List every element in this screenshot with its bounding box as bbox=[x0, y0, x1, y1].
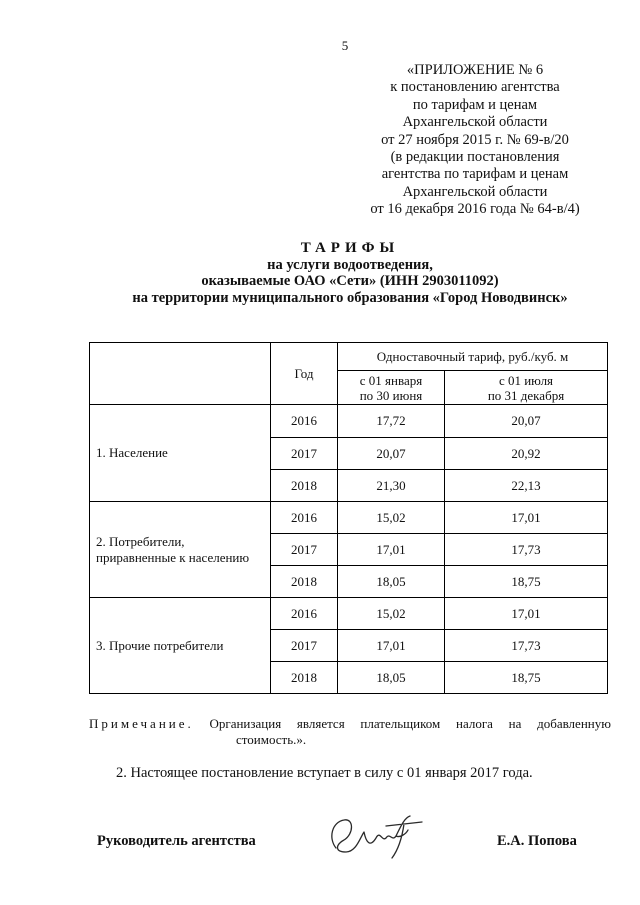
title-line: на территории муниципального образования «Город Новодвинск» bbox=[132, 289, 568, 306]
tariff-cell: 20,07 bbox=[445, 405, 608, 438]
category-label: 1. Население bbox=[96, 445, 168, 460]
tariff-cell: 17,01 bbox=[445, 502, 608, 534]
table-header-row bbox=[90, 343, 608, 371]
appendix-header bbox=[330, 62, 620, 219]
tariff-cell: 20,92 bbox=[445, 438, 608, 470]
title-line: на услуги водоотведения, bbox=[267, 256, 433, 273]
signer-title: Руководитель агентства bbox=[97, 833, 256, 849]
appendix-line: Архангельской области bbox=[402, 114, 548, 131]
table-row bbox=[90, 502, 608, 534]
tariff-table bbox=[89, 342, 608, 694]
tariff-cell: 18,75 bbox=[445, 566, 608, 598]
table-row bbox=[90, 598, 608, 630]
year-cell: 2018 bbox=[271, 662, 338, 694]
header-year: Год bbox=[271, 343, 338, 405]
tariff-cell: 18,75 bbox=[445, 662, 608, 694]
note-word: налога bbox=[455, 716, 493, 731]
appendix-line: агентства по тарифам и ценам bbox=[381, 166, 569, 183]
appendix-line: по тарифам и ценам bbox=[412, 96, 538, 113]
tariff-cell: 15,02 bbox=[338, 502, 445, 534]
title-line: оказываемые ОАО «Сети» (ИНН 2903011092) bbox=[201, 273, 499, 290]
header-period-2 bbox=[445, 371, 608, 405]
category-label: 3. Прочие потребители bbox=[96, 637, 224, 653]
note-word: плательщиком bbox=[360, 716, 441, 731]
page-number: 5 bbox=[341, 38, 349, 53]
period-line: с 01 июля bbox=[498, 372, 554, 388]
tariff-cell: 18,05 bbox=[338, 566, 445, 598]
tariff-cell: 17,73 bbox=[445, 534, 608, 566]
header-category-cell bbox=[90, 343, 271, 405]
appendix-line: от 27 ноября 2015 г. № 69-в/20 bbox=[381, 131, 569, 148]
year-cell: 2016 bbox=[271, 598, 338, 630]
year-cell: 2018 bbox=[271, 470, 338, 502]
note bbox=[89, 716, 611, 748]
tariff-cell: 17,01 bbox=[445, 598, 608, 630]
table-row bbox=[90, 405, 608, 438]
year-cell: 2017 bbox=[271, 438, 338, 470]
tariff-cell: 22,13 bbox=[445, 470, 608, 502]
tariff-cell: 17,01 bbox=[338, 534, 445, 566]
appendix-line: Архангельской области bbox=[402, 183, 548, 200]
appendix-line: к постановлению агентства bbox=[390, 79, 560, 96]
title-heading: ТАРИФЫ bbox=[300, 240, 400, 256]
category-cell bbox=[90, 598, 271, 694]
period-line: по 31 декабря bbox=[487, 387, 565, 403]
document-title bbox=[60, 240, 640, 306]
appendix-line: (в редакции постановления bbox=[390, 149, 560, 166]
tariff-cell: 17,73 bbox=[445, 630, 608, 662]
tariff-cell: 17,72 bbox=[338, 405, 445, 438]
year-cell: 2018 bbox=[271, 566, 338, 598]
period-line: по 30 июня bbox=[359, 387, 423, 403]
year-cell: 2016 bbox=[271, 502, 338, 534]
category-label: 2. Потребители, bbox=[96, 533, 185, 549]
note-label: Примечание. bbox=[89, 716, 194, 731]
tariff-cell: 17,01 bbox=[338, 630, 445, 662]
year-cell: 2017 bbox=[271, 630, 338, 662]
signature-image bbox=[326, 808, 426, 860]
tariff-cell: 20,07 bbox=[338, 438, 445, 470]
signer-name: Е.А. Попова bbox=[497, 833, 577, 849]
header-tariff: Одноставочный тариф, руб./куб. м bbox=[338, 343, 608, 371]
header-period-1 bbox=[338, 371, 445, 405]
year-cell: 2016 bbox=[271, 405, 338, 438]
period-line: с 01 января bbox=[359, 372, 423, 388]
note-line-2: стоимость.». bbox=[236, 732, 307, 747]
category-cell bbox=[90, 405, 271, 502]
note-word: добавленную bbox=[537, 716, 611, 731]
tariff-cell: 21,30 bbox=[338, 470, 445, 502]
appendix-line: от 16 декабря 2016 года № 64-в/4) bbox=[370, 201, 580, 218]
tariff-cell: 18,05 bbox=[338, 662, 445, 694]
note-word: Организация bbox=[209, 716, 282, 731]
note-word: является bbox=[296, 716, 345, 731]
appendix-line: «ПРИЛОЖЕНИЕ № 6 bbox=[406, 62, 544, 78]
year-cell: 2017 bbox=[271, 534, 338, 566]
tariff-cell: 15,02 bbox=[338, 598, 445, 630]
decree-paragraph: 2. Настоящее постановление вступает в силу с 01 января 2017 года. bbox=[116, 765, 533, 781]
category-label: приравненные к населению bbox=[96, 549, 250, 565]
note-line-1 bbox=[89, 716, 611, 732]
category-cell bbox=[90, 502, 271, 598]
note-word: на bbox=[508, 716, 522, 731]
